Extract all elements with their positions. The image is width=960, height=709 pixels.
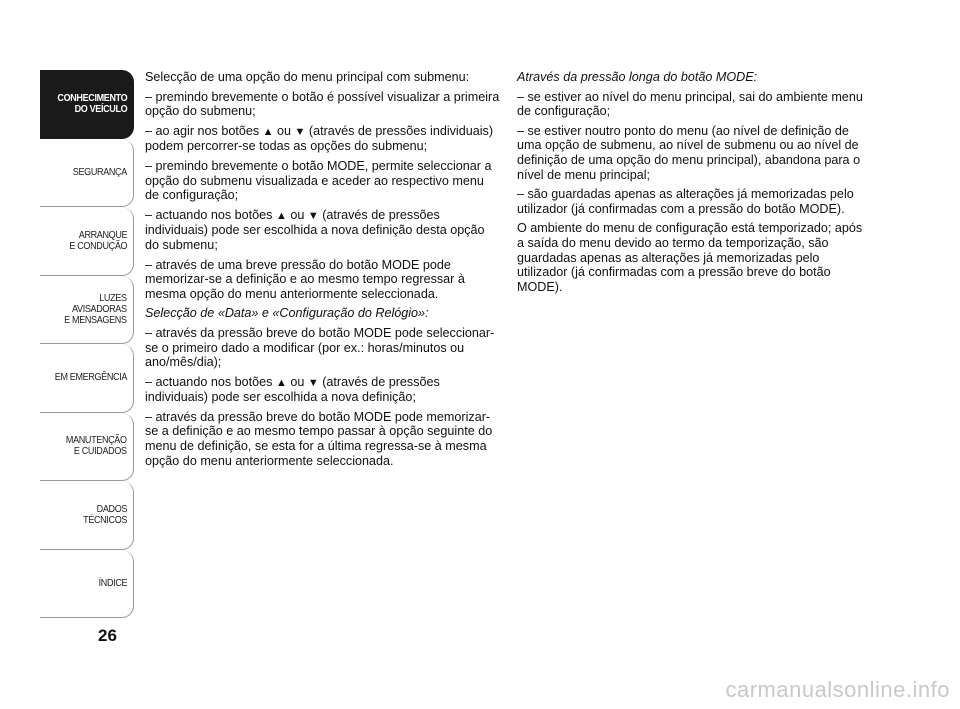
up-arrow-icon: ▲ — [275, 376, 287, 389]
paragraph: – actuando nos botões ▲ ou ▼ (através de pressões individuais) pode ser escolhida a nova definição; — [145, 374, 440, 405]
tab-label: DADOS TÉCNICOS — [83, 502, 127, 526]
down-arrow-icon: ▼ — [307, 209, 319, 222]
tab-dados-tecnicos[interactable] — [40, 481, 134, 550]
down-arrow-icon: ▼ — [294, 125, 306, 138]
tab-label: LUZES AVISADORAS E MENSAGENS — [64, 291, 127, 326]
paragraph: – são guardadas apenas as alterações já memorizadas pelo utilizador (já confirmadas com a pressão do botão MODE). — [517, 187, 854, 216]
section-tabs — [40, 70, 134, 618]
tab-conhecimento-do-veiculo[interactable] — [40, 70, 134, 139]
tab-label: SEGURANÇA — [72, 165, 127, 178]
tab-manutencao[interactable] — [40, 413, 134, 482]
paragraph: – actuando nos botões ▲ ou ▼ (através de pressões individuais) pode ser escolhida a nova definição desta opção do submenu; — [145, 207, 485, 252]
up-arrow-icon: ▲ — [275, 209, 287, 222]
tab-label: CONHECIMENTO DO VEÍCULO — [57, 92, 127, 116]
tab-arranque-e-conducao[interactable] — [40, 207, 134, 276]
paragraph: – ao agir nos botões ▲ ou ▼ (através de pressões individuais) podem percorrer-se todas as opções do submenu; — [145, 123, 494, 154]
paragraph: – através de uma breve pressão do botão MODE pode memorizar-se a definição e ao mesmo tempo regressar à mesma opção do menu anteriormente seleccionada. — [145, 257, 465, 301]
down-arrow-icon: ▼ — [307, 376, 319, 389]
tab-em-emergencia[interactable] — [40, 344, 134, 413]
tab-seguranca[interactable] — [40, 139, 134, 208]
paragraph: Selecção de uma opção do menu principal com submenu: — [145, 70, 470, 84]
tab-label: ÍNDICE — [98, 576, 127, 589]
tab-label: ARRANQUE E CONDUÇÃO — [69, 228, 127, 252]
tab-label: MANUTENÇÃO E CUIDADOS — [66, 434, 127, 458]
paragraph: – premindo brevemente o botão é possível visualizar a primeira opção do submenu; — [145, 89, 500, 119]
paragraph: – através da pressão breve do botão MODE pode seleccionar-se o primeiro dado a modificar (por ex.: horas/minutos ou ano/mês/dia); — [145, 325, 495, 370]
paragraph: – através da pressão breve do botão MODE pode memorizar-se a definição e ao mesmo tempo passar à opção seguinte do menu de definição, se esta for a última regressa-se à mesma opção do menu anteriormente seleccionada. — [145, 409, 493, 468]
tab-label: EM EMERGÊNCIA — [54, 371, 127, 384]
subheading: Selecção de «Data» e «Configuração do Relógio»: — [145, 306, 429, 321]
up-arrow-icon: ▲ — [262, 125, 274, 138]
paragraph: – se estiver noutro ponto do menu (ao nível de definição de uma opção de submenu, ao nível de submenu ou ao nível de definição de uma opção do menu principal), abandona para o nível de menu principal; — [517, 123, 861, 182]
watermark: carmanualsonline.info — [725, 677, 950, 702]
paragraph: – se estiver ao nível do menu principal, sai do ambiente menu de configuração; — [517, 89, 863, 119]
right-column — [517, 70, 872, 299]
paragraph: O ambiente do menu de configuração está temporizado; após a saída do menu devido ao termo da temporização, são guardadas apenas as alterações já memorizadas pelo utilizador (já confirmadas com a pressão breve do botão MODE). — [517, 221, 863, 294]
page-number: 26 — [98, 626, 117, 645]
tab-luzes-avisadoras[interactable] — [40, 276, 134, 345]
left-column — [145, 70, 500, 473]
subheading: Através da pressão longa do botão MODE: — [517, 70, 758, 84]
paragraph: – premindo brevemente o botão MODE, permite seleccionar a opção do submenu visualizada e aceder ao respectivo menu de configuração; — [145, 158, 492, 203]
tab-indice[interactable] — [40, 550, 134, 619]
